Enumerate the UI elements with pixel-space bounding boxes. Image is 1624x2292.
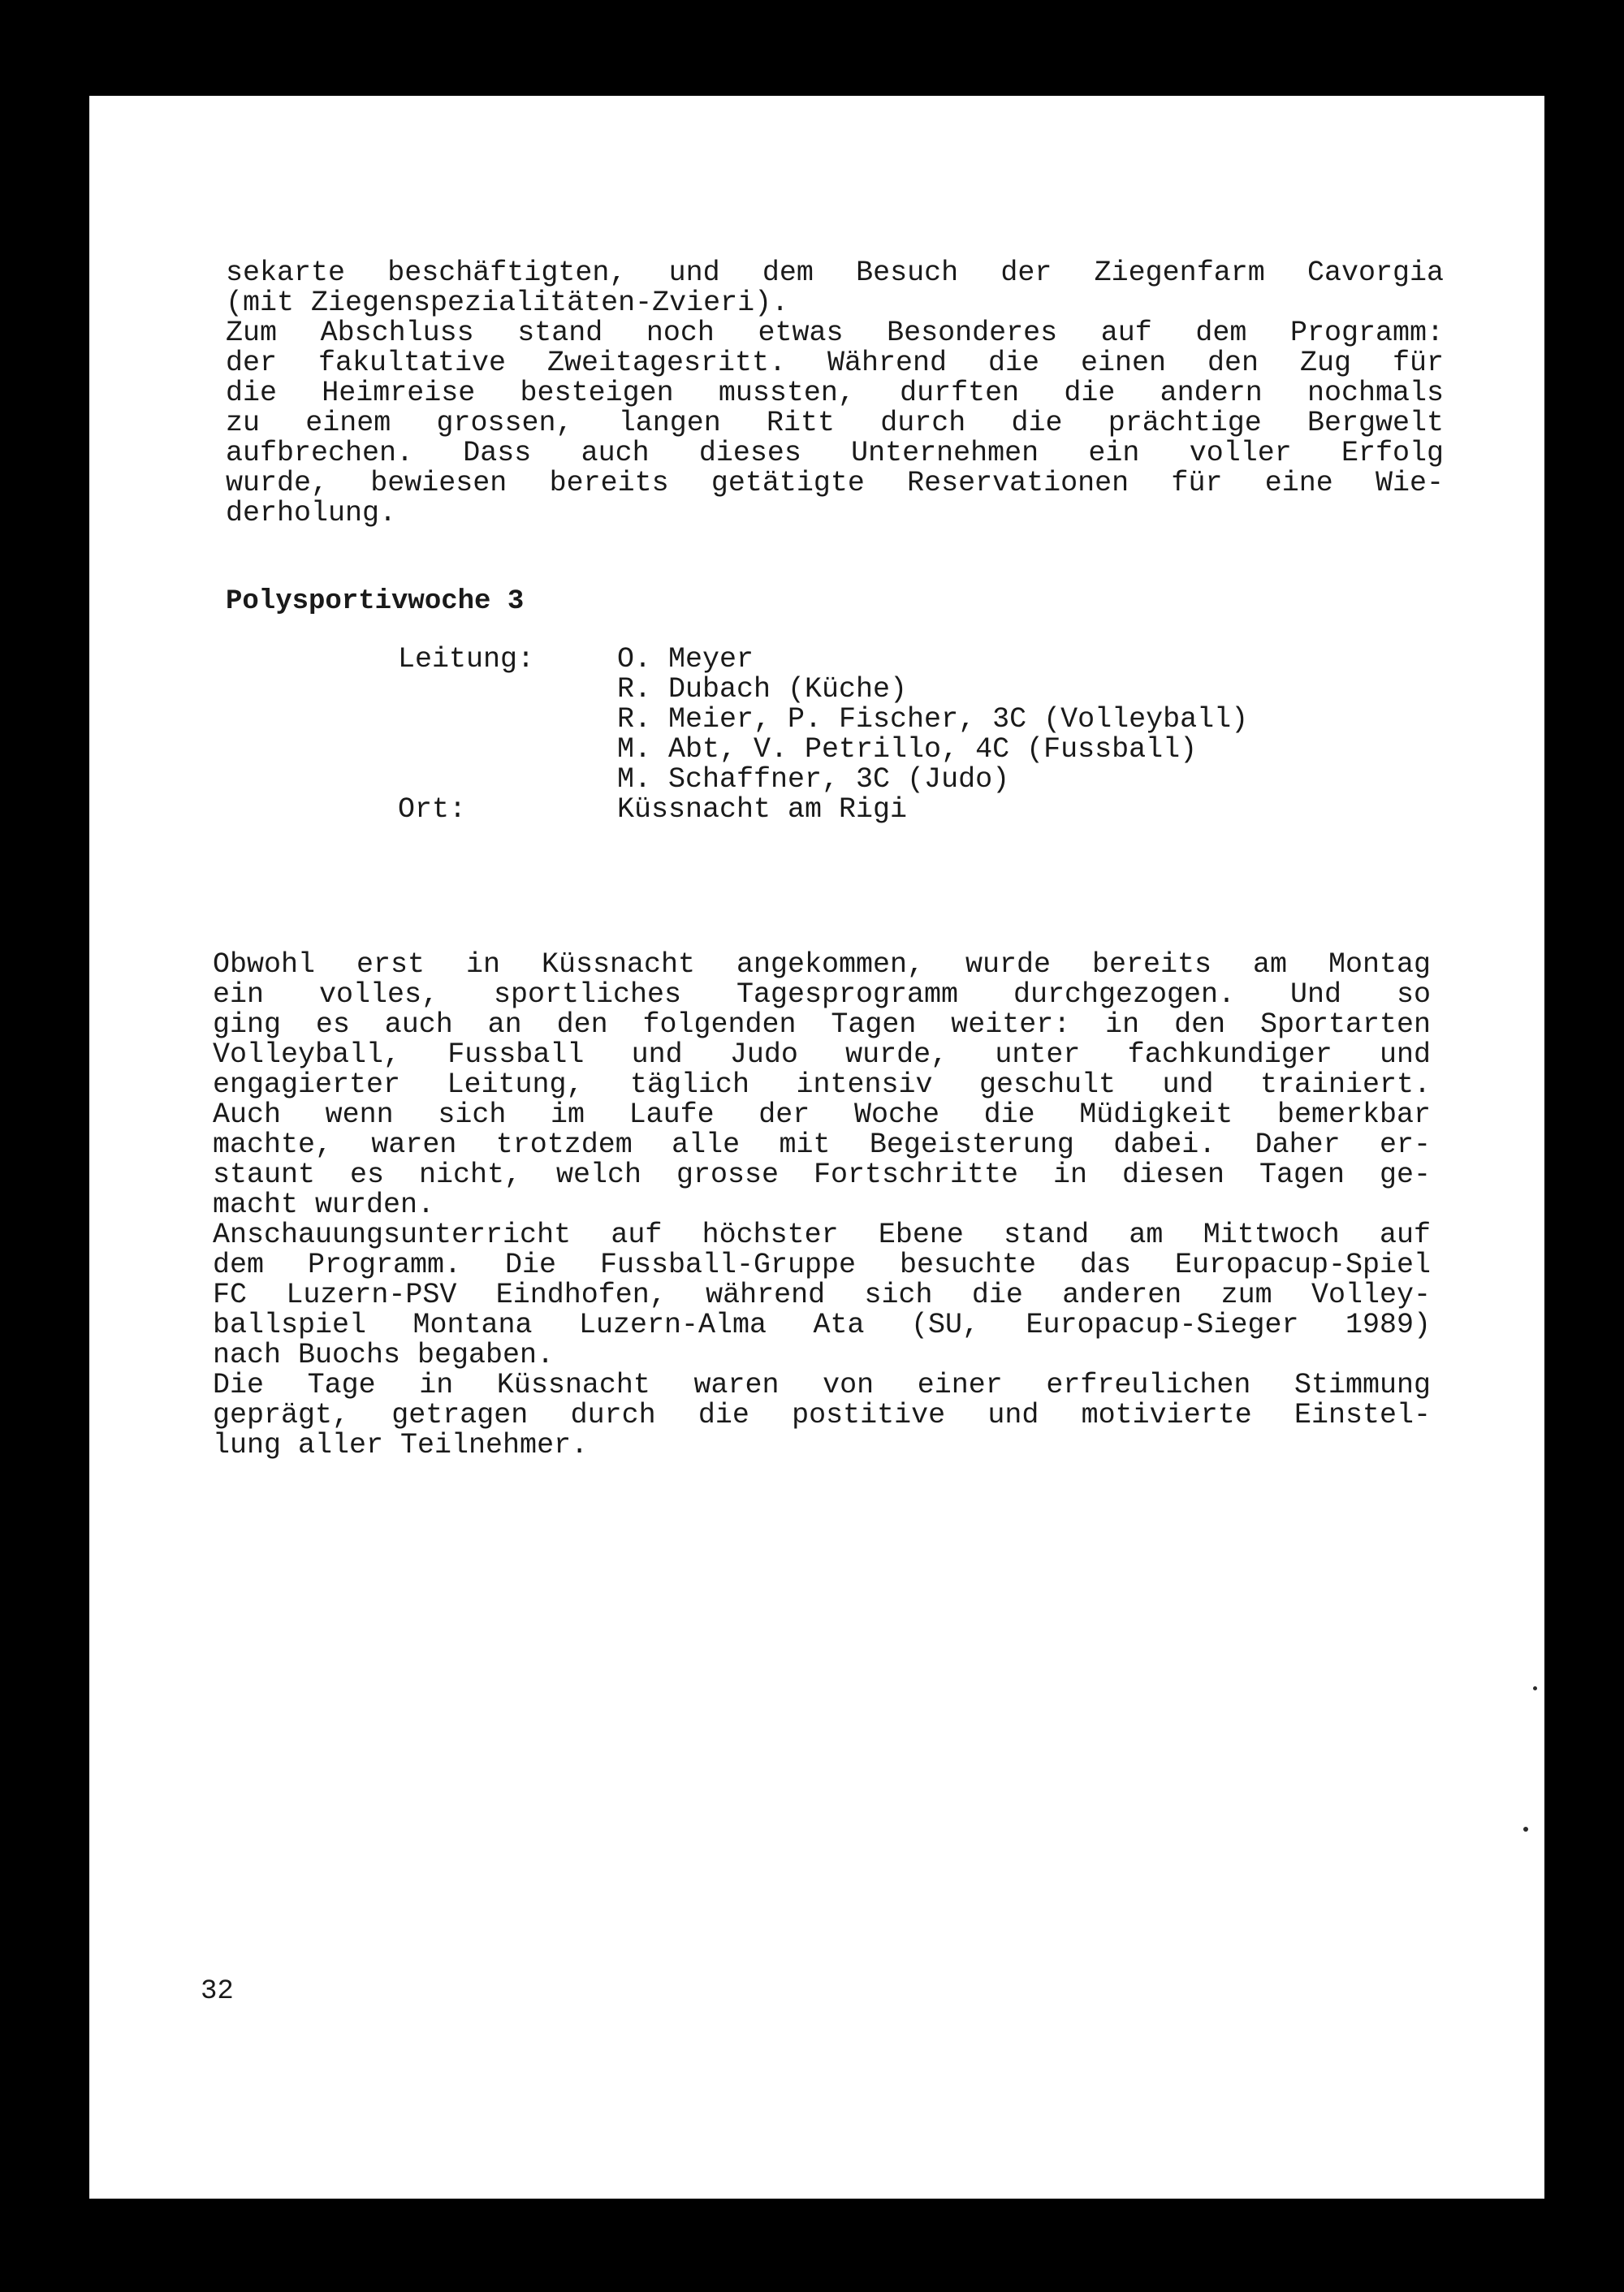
text-line: Anschauungsunterricht auf höchster Ebene stand am Mittwoch auf — [213, 1219, 1431, 1251]
leitung-label: Leitung: — [398, 643, 535, 676]
leitung-row — [398, 645, 1248, 795]
text-line: lung aller Teilnehmer. — [213, 1429, 589, 1461]
leitung-item: R. Meier, P. Fischer, 3C (Volleyball) — [617, 703, 1249, 736]
leitung-item: M. Schaffner, 3C (Judo) — [617, 763, 1010, 796]
ort-value: Küssnacht am Rigi — [617, 793, 908, 826]
text-line: ging es auch an den folgenden Tagen weiter: in den Sportarten — [213, 1008, 1431, 1041]
text-line: macht wurden. — [213, 1189, 435, 1221]
leitung-item: R. Dubach (Küche) — [617, 673, 908, 706]
body-paragraph — [213, 950, 1431, 1461]
text-line: aufbrechen. Dass auch dieses Unternehmen ein voller Erfolg — [226, 437, 1444, 469]
ort-label: Ort: — [398, 793, 467, 826]
ort-value-wrap — [617, 795, 907, 825]
text-line: staunt es nicht, welch grosse Fortschritte in diesen Tagen ge- — [213, 1159, 1431, 1191]
scan-speck — [1523, 1827, 1528, 1832]
text-line: Volleyball, Fussball und Judo wurde, unter fachkundiger und — [213, 1038, 1431, 1071]
text-line: derholung. — [226, 497, 397, 529]
text-line: Zum Abschluss stand noch etwas Besonderes auf dem Programm: — [226, 317, 1444, 349]
text-line: nach Buochs begaben. — [213, 1339, 555, 1371]
text-line: zu einem grossen, langen Ritt durch die prächtige Bergwelt — [226, 407, 1444, 439]
text-line: ballspiel Montana Luzern-Alma Ata (SU, Europacup-Sieger 1989) — [213, 1309, 1431, 1341]
document-page — [89, 96, 1544, 2199]
text-line: die Heimreise besteigen mussten, durften die andern nochmals — [226, 377, 1444, 409]
intro-paragraph — [226, 258, 1444, 529]
text-line: wurde, bewiesen bereits getätigte Reservationen für eine Wie- — [226, 467, 1444, 499]
text-line: geprägt, getragen durch die postitive und motivierte Einstel- — [213, 1399, 1431, 1431]
ort-row — [398, 795, 1248, 825]
text-line: Die Tage in Küssnacht waren von einer erfreulichen Stimmung — [213, 1369, 1431, 1401]
leitung-item: O. Meyer — [617, 643, 754, 676]
text-line: Auch wenn sich im Laufe der Woche die Müdigkeit bemerkbar — [213, 1099, 1431, 1131]
page-number: 32 — [201, 1976, 234, 2007]
leitung-item: M. Abt, V. Petrillo, 4C (Fussball) — [617, 733, 1198, 766]
section-heading: Polysportivwoche 3 — [226, 586, 525, 617]
text-line: engagierter Leitung, täglich intensiv geschult und trainiert. — [213, 1068, 1431, 1101]
text-line: Obwohl erst in Küssnacht angekommen, wurde bereits am Montag — [213, 948, 1431, 981]
text-line: (mit Ziegenspezialitäten-Zvieri). — [226, 287, 789, 319]
scan-speck — [1533, 1686, 1537, 1690]
text-line: ein volles, sportliches Tagesprogramm durchgezogen. Und so — [213, 978, 1431, 1011]
text-line: dem Programm. Die Fussball-Gruppe besuchte das Europacup-Spiel — [213, 1249, 1431, 1281]
text-line: FC Luzern-PSV Eindhofen, während sich die anderen zum Volley- — [213, 1279, 1431, 1311]
section-info — [398, 645, 1248, 825]
text-line: sekarte beschäftigten, und dem Besuch der Ziegenfarm Cavorgia — [226, 257, 1444, 289]
leitung-list — [617, 645, 1248, 795]
text-line: machte, waren trotzdem alle mit Begeisterung dabei. Daher er- — [213, 1129, 1431, 1161]
text-line: der fakultative Zweitagesritt. Während die einen den Zug für — [226, 347, 1444, 379]
